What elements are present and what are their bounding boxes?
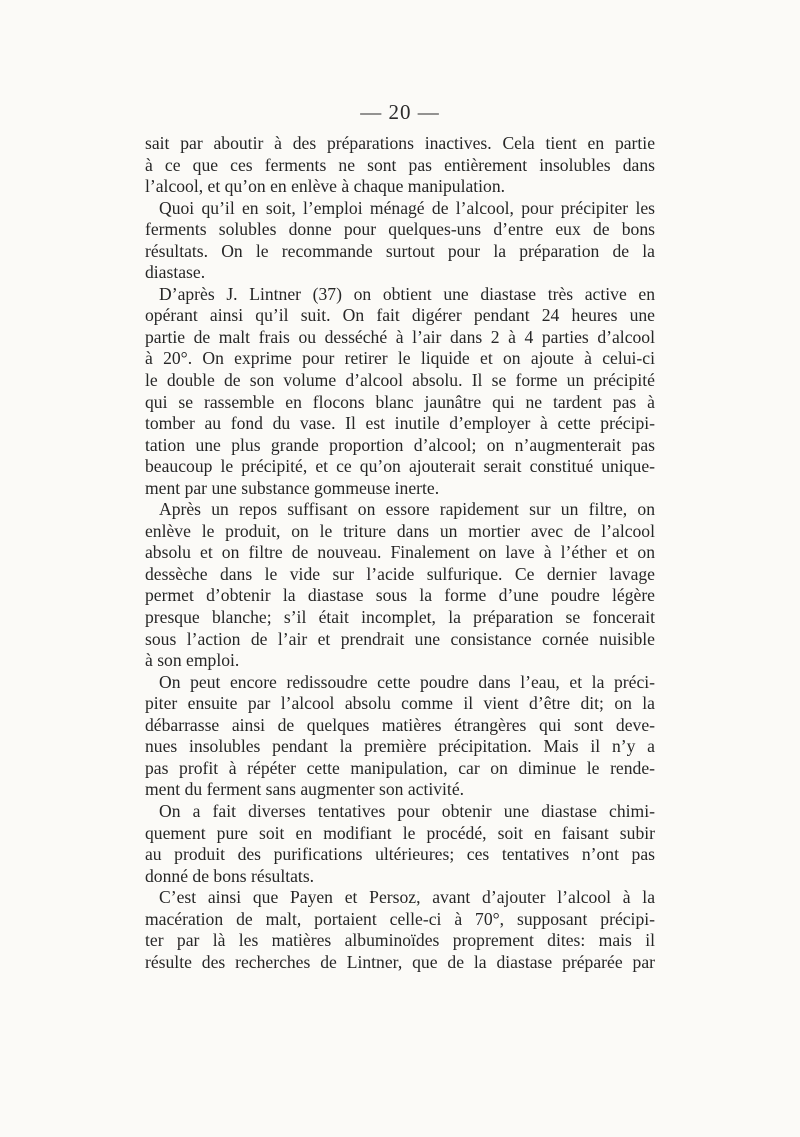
text-line: diastase. [145,262,206,283]
paragraph [145,801,655,887]
text-line: tation une plus grande proportion d’alcool; on n’augmenterait pas [145,434,655,455]
text-line: au produit des purifications ultérieures; ces tentatives n’ont pas [145,844,655,865]
text-line: donné de bons résultats. [145,865,315,886]
text-line: à 20°. On exprime pour retirer le liquide et on ajoute à celui-ci [145,348,655,369]
text-line: sait par aboutir à des préparations inactives. Cela tient en partie [145,133,655,153]
text-line: ferments solubles donne pour quelques-uns d’entre eux de bons [145,219,655,240]
body-text [145,133,655,973]
text-line: débarrasse ainsi de quelques matières étrangères qui sont deve- [145,714,655,735]
text-line: D’après J. Lintner (37) on obtient une diastase très active en [159,283,655,304]
paragraph [145,499,655,671]
text-line: ter par là les matières albuminoïdes proprement dites: mais il [145,930,655,951]
paragraph [145,133,655,198]
text-line: à son emploi. [145,650,240,671]
text-line: tomber au fond du vase. Il est inutile d’employer à cette précipi- [145,413,655,434]
text-line: permet d’obtenir la diastase sous la forme d’une poudre légère [145,585,655,606]
text-line: macération de malt, portaient celle-ci à 70°, supposant précipi- [145,908,655,929]
text-line: quement pure soit en modifiant le procédé, soit en faisant subir [145,822,655,843]
paragraph [145,198,655,284]
text-line: à ce que ces ferments ne sont pas entièrement insolubles dans [145,154,655,175]
text-line: dessèche dans le vide sur l’acide sulfurique. Ce dernier lavage [145,563,655,584]
paragraph [145,887,655,973]
text-line: résulte des recherches de Lintner, que de la diastase préparée par [145,951,655,972]
text-line: pas profit à répéter cette manipulation, car on diminue le rende- [145,757,655,778]
paragraph [145,284,655,499]
text-line: presque blanche; s’il était incomplet, la préparation se foncerait [145,607,655,628]
text-line: On peut encore redissoudre cette poudre dans l’eau, et la préci- [159,671,655,692]
text-line: C’est ainsi que Payen et Persoz, avant d’ajouter l’alcool à la [159,887,655,908]
text-line: résultats. On le recommande surtout pour la préparation de la [145,240,655,261]
text-line: partie de malt frais ou desséché à l’air dans 2 à 4 parties d’alcool [145,326,655,347]
text-line: Après un repos suffisant on essore rapidement sur un filtre, on [159,499,655,520]
text-line: l’alcool, et qu’on en enlève à chaque manipulation. [145,176,506,197]
text-line: ment du ferment sans augmenter son activité. [145,779,465,800]
paragraph [145,672,655,801]
text-line: opérant ainsi qu’il suit. On fait digérer pendant 24 heures une [145,305,655,326]
text-line: le double de son volume d’alcool absolu. Il se forme un précipité [145,370,655,391]
text-line: nues insolubles pendant la première précipitation. Mais il n’y a [145,736,655,757]
text-line: sous l’action de l’air et prendrait une consistance cornée nuisible [145,628,655,649]
text-line: On a fait diverses tentatives pour obtenir une diastase chimi- [159,800,655,821]
text-line: qui se rassemble en flocons blanc jaunâtre qui ne tardent pas à [145,391,655,412]
text-line: piter ensuite par l’alcool absolu comme il vient d’être dit; on la [145,693,655,714]
text-line: enlève le produit, on le triture dans un mortier avec de l’alcool [145,520,655,541]
page-number: — 20 — [360,100,440,124]
text-line: Quoi qu’il en soit, l’emploi ménagé de l’alcool, pour précipiter les [159,197,655,218]
text-line: beaucoup le précipité, et ce qu’on ajouterait serait constitué unique- [145,456,655,477]
text-line: ment par une substance gommeuse inerte. [145,477,440,498]
text-line: absolu et on filtre de nouveau. Finalement on lave à l’éther et on [145,542,655,563]
